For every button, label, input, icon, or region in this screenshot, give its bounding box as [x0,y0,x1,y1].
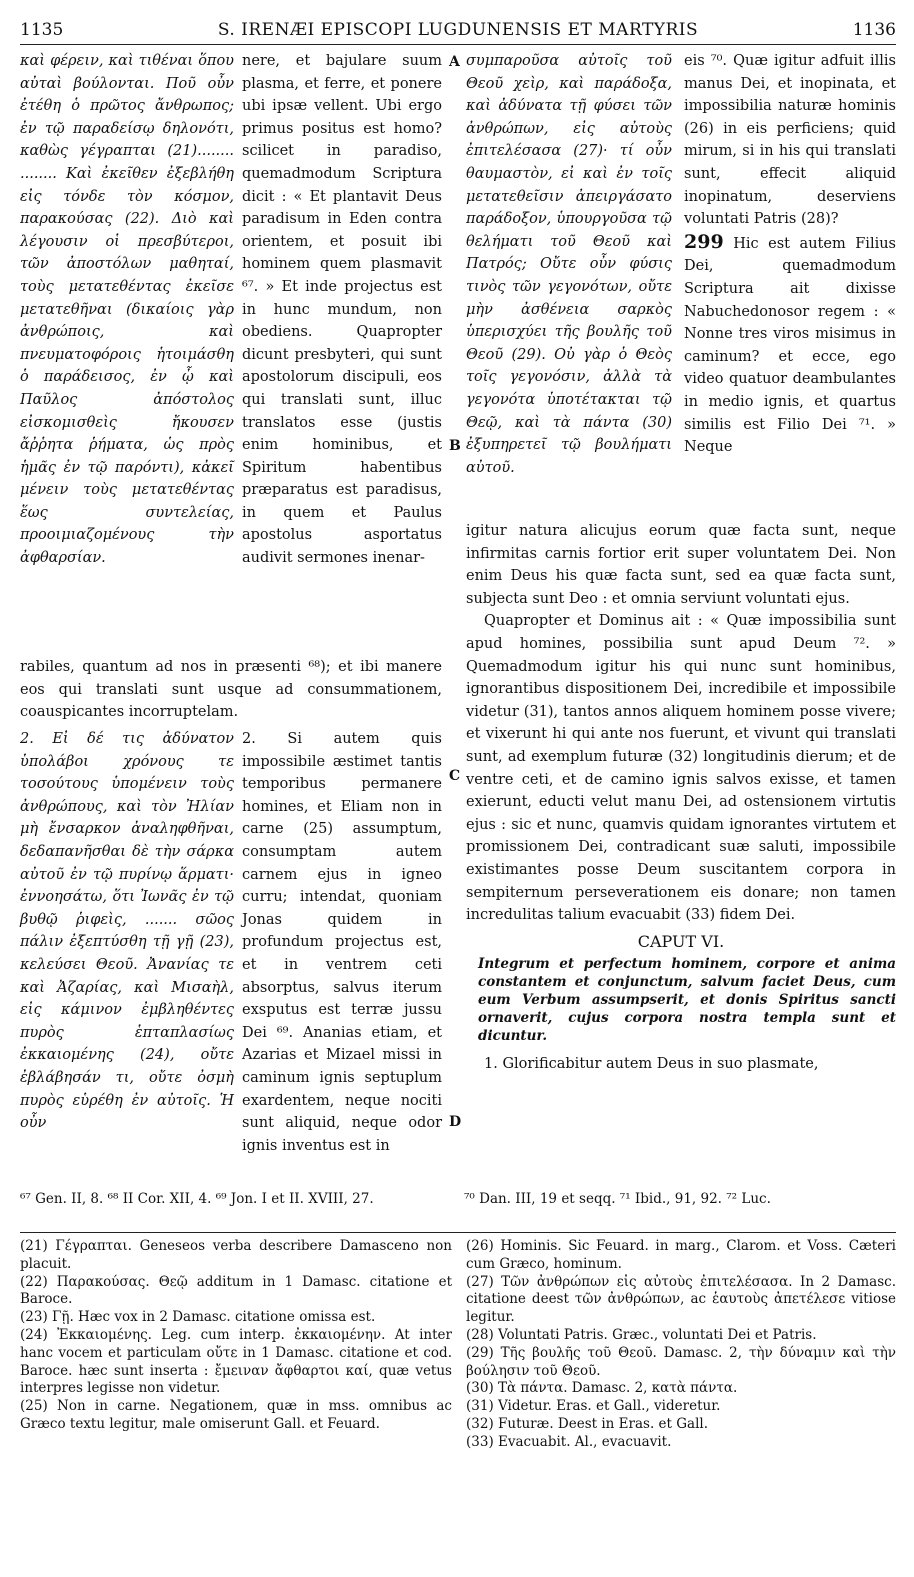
running-header [20,20,896,44]
latin-column-2 [242,50,442,570]
note-28: (28) Voluntati Patris. Græc., voluntati Dei et Patris. [466,1326,817,1343]
latin-paragraph-4 [684,231,896,459]
note-27: (27) Τῶν ἀνθρώπων εἰς αὐτοὺς ἐπιτελέσασα. In 2 Damasc. citatione deest τῶν ἀνθρώπων, ac ἑαυτοὺς ἀπετέλεσε vitiose legitur. [466,1273,896,1326]
margin-marker-d: D [449,1114,462,1130]
note-32: (32) Futuræ. Deest in Eras. et Gall. [466,1415,708,1432]
greek-column-3 [466,50,672,479]
greek-paragraph-1: καὶ φέρειν, καὶ τιθέναι ὅπου αὐταὶ βούλονται. Ποῦ οὖν ἐτέθη ὁ πρῶτος ἄνθρωπος; ἐν τῷ παραδείσῳ δηλονότι, καθὼς γέγραπται (21)........ ........ Καὶ ἐκεῖθεν ἐξεβλήθη εἰς τόνδε τὸν κόσμον, παρακούσας (22). Διὸ καὶ λέγουσιν οἱ πρεσβύτεροι, τῶν ἀποστόλων μαθηταί, τοὺς μετατεθέντας ἐκεῖσε μετατεθῆναι (δικαίοις γὰρ ἀνθρώποις, καὶ πνευματοφόροις ἡτοιμάσθη ὁ παράδεισος, ἐν ᾧ καὶ Παῦλος ἀπόστολος εἰσκομισθεὶς ἤκουσεν ἄῤῥητα ῥήματα, ὡς πρὸς ἡμᾶς ἐν τῷ παρόντι), κἀκεῖ μένειν τοὺς μετατεθέντας ἕως συντελείας, προοιμιαζομένους τὴν ἀφθαρσίαν. [20,53,234,567]
greek-paragraph-2: 2. Εἰ δέ τις ἀδύνατον ὑπολάβοι χρόνους τε τοσούτους ὑπομένειν τοὺς ἀνθρώπους, καὶ τὸν Ἠλίαν μὴ ἔνσαρκον ἀναληφθῆναι, δεδαπανῆσθαι δὲ τὴν σάρκα αὐτοῦ ἐν τῷ πυρίνῳ ἅρματι· ἐννοησάτω, ὅτι Ἰωνᾶς ἐν τῷ βυθῷ ῥιφεὶς, ....... σῶος πάλιν ἐξεπτύσθη τῇ γῇ (23), κελεύσει Θεοῦ. Ἀνανίας τε καὶ Ἀζαρίας, καὶ Μισαὴλ, εἰς κάμινον ἐμβληθέντες πυρὸς ἑπταπλασίως ἐκκαιομένης (24), οὔτε ἐβλάβησάν τι, οὔτε ὀσμὴ πυρὸς εὑρέθη ἐν αὐτοῖς. Ἡ οὖν [20,731,234,1132]
note-23: (23) Γῇ. Hæc vox in 2 Damasc. citatione omissa est. [20,1309,376,1326]
margin-marker-b: B [449,438,461,454]
page-number-left: 1135 [20,20,64,40]
note-21: (21) Γέγραπται. Geneseos verba describere Damasceno non placuit. [20,1238,452,1272]
header-rule [20,44,896,45]
note-26: (26) Hominis. Sic Feuard. in marg., Clarom. et Voss. Cæteri cum Græco, hominum. [466,1238,896,1272]
note-24: (24) Ἐκκαιομένης. Leg. cum interp. ἐκκαιομένην. At inter hanc vocem et particulam οὔτε in 1 Damasc. citatione et cod. Baroce. hæc sunt inserta : ἔμειναν ἄφθαρτοι καί, quæ vetus interpres legisse non videtur. [20,1326,452,1397]
latin-paragraph-3: eis ⁷⁰. Quæ igitur adfuit illis manus Dei, et inopinata, et impossibilia naturæ hominis (26) in eis perficiens; quid mirum, si in his qui translati sunt, effecit aliquid inopinatum, deserviens voluntati Patris (28)? [684,53,896,228]
column-number: 299 [684,230,724,253]
scripture-refs-left: ⁶⁷ Gen. II, 8. ⁶⁸ II Cor. XII, 4. ⁶⁹ Jon. I et II. XVIII, 27. [20,1191,374,1207]
page-number-right: 1136 [852,20,896,40]
chapter-heading: CAPUT VI. [637,931,725,951]
note-22: (22) Παρακούσας. Θεῷ additum in 1 Damasc. citatione et Baroce. [20,1273,452,1308]
running-title: S. IRENÆI EPISCOPI LUGDUNENSIS ET MARTYRIS [217,20,699,40]
notes-left [20,1238,452,1434]
latin-paragraph-1: nere, et bajulare suum plasma, et ferre, et ponere ubi ipsæ vellent. Ubi ergo primus positus est homo? scilicet in paradiso, quemadmodum Scriptura dicit : « Et plantavit Deus paradisum in Eden contra orientem, et posuit ibi hominem quem plasmavit ⁶⁷. » Et inde projectus est in hunc mundum, non obediens. Quapropter dicunt presbyteri, qui sunt apostolorum discipuli, eos qui translati sunt, illuc translatos esse (justis enim hominibus, et Spiritum habentibus præparatus est paradisus, in quem et Paulus apostolus asportatus audivit sermones inenar- [242,53,442,567]
note-31: (31) Videtur. Eras. et Gall., videretur. [466,1398,721,1415]
chapter-summary: Integrum et perfectum hominem, corpore et anima constantem et conjunctum, salvum faciet Deus, cum eum Verbum assumpserit, et donis Spiritus sancti ornaverit, cujus corpora nostra templa sunt et dicuntur. [478,956,896,1045]
note-33: (33) Evacuabit. Al., evacuavit. [466,1433,672,1450]
greek-column-1b [20,728,234,1135]
latin-span-1-text: rabiles, quantum ad nos in præsenti ⁶⁸); et ibi manere eos qui translati sunt usque ad consummationem, coauspicantes incorruptelam. [20,659,442,721]
notes-rule [20,1232,896,1233]
note-30: (30) Τὰ πάντα. Damasc. 2, κατὰ πάντα. [466,1380,738,1397]
greek-column-1 [20,50,234,570]
scripture-refs-right: ⁷⁰ Dan. III, 19 et seqq. ⁷¹ Ibid., 91, 92. ⁷² Luc. [464,1191,771,1207]
note-25: (25) Non in carne. Negationem, quæ in mss. omnibus ac Græco textu legitur, male omiserunt Gall. et Feuard. [20,1398,452,1432]
latin-column-2b [242,728,442,1157]
latin-column-4 [684,50,896,459]
latin-paragraph-2: 2. Si autem quis impossibile æstimet tantis temporibus permanere homines, et Eliam non in carne (25) assumptum, consumptam autem carnem ejus in igneo curru; intendat, quoniam Jonas quidem in profundum projectus est, et in ventrem ceti absorptus, salvus iterum exsputus est terræ jussu Dei ⁶⁹. Ananias etiam, et Azarias et Mizael missi in caminum ignis septuplum exardentem, neque nociti sunt aliquid, neque odor ignis inventus est in [242,731,442,1154]
greek-paragraph-3: συμπαροῦσα αὐτοῖς τοῦ Θεοῦ χεὶρ, καὶ παράδοξα, καὶ ἀδύνατα τῇ φύσει τῶν ἀνθρώπων, εἰς αὐτοὺς ἐπιτελέσασα (27)· τί οὖν θαυμαστὸν, εἰ καὶ ἐν τοῖς μετατεθεῖσιν ἀπειργάσατο παράδοξον, ὑπουργοῦσα τῷ θελήματι τοῦ Θεοῦ καὶ Πατρός; Οὔτε οὖν φύσις τινὸς τῶν γεγονότων, οὔτε μὴν ἀσθένεια σαρκὸς ὑπερισχύει τῆς βουλῆς τοῦ Θεοῦ (29). Οὐ γὰρ ὁ Θεὸς τοῖς γεγονόσιν, ἀλλὰ τὰ γεγονότα ὑποτέτακται τῷ Θεῷ, καὶ τὰ πάντα (30) ἐξυπηρετεῖ τῷ βουλήματι αὐτοῦ. [466,53,672,476]
notes-right [466,1238,896,1452]
margin-marker-c: C [449,768,461,784]
note-29: (29) Τῆς βουλῆς τοῦ Θεοῦ. Damasc. 2, τὴν δύναμιν καὶ τὴν βούλησιν τοῦ Θεοῦ. [466,1344,896,1379]
right-half-body [466,520,896,1076]
latin-span-1 [20,656,442,724]
latin-span-3: Quapropter et Dominus ait : « Quæ impossibilia sunt apud homines, possibilia sunt apud Deum ⁷². » Quemadmodum igitur his qui nunc sunt hominibus, ignorantibus dispositionem Dei, incredibile et impossibile videtur (31), tantos annos aliquem hominem posse vivere; et vixerunt hi qui ante nos fuerunt, et vivunt qui translati sunt, ad exemplum futuræ (32) longitudinis dierum; et de ventre ceti, et de camino ignis salvos exisse, et tamen exierunt, educti velut manu Dei, ad ostensionem virtutis ejus : sic et nunc, quamvis quidam ignorantes virtutem et promissionem Dei, contradicant suæ saluti, impossibile existimantes posse Deum suscitantem corpora in sempiternum perseverationem eis donare; non tamen incredulitas talium evacuabit (33) fidem Dei. [466,613,896,924]
latin-span-2: igitur natura alicujus eorum quæ facta sunt, neque infirmitas carnis fortior erit super voluntatem Dei. Non enim Deus his quæ facta sunt, sed ea quæ facta sunt, subjecta sunt Deo : et omnia serviunt voluntati ejus. [466,523,896,607]
latin-paragraph-4-text: Hic est autem Filius Dei, quemadmodum Scriptura ait dixisse Nabuchedonosor regem : « Nonne tres viros misimus in caminum? et ecce, ego video quatuor deambulantes in medio ignis, et quartus similis est Filio Dei ⁷¹. » Neque [684,235,896,456]
latin-span-4: 1. Glorificabitur autem Deus in suo plasmate, [484,1056,819,1073]
margin-marker-a: A [449,54,460,70]
